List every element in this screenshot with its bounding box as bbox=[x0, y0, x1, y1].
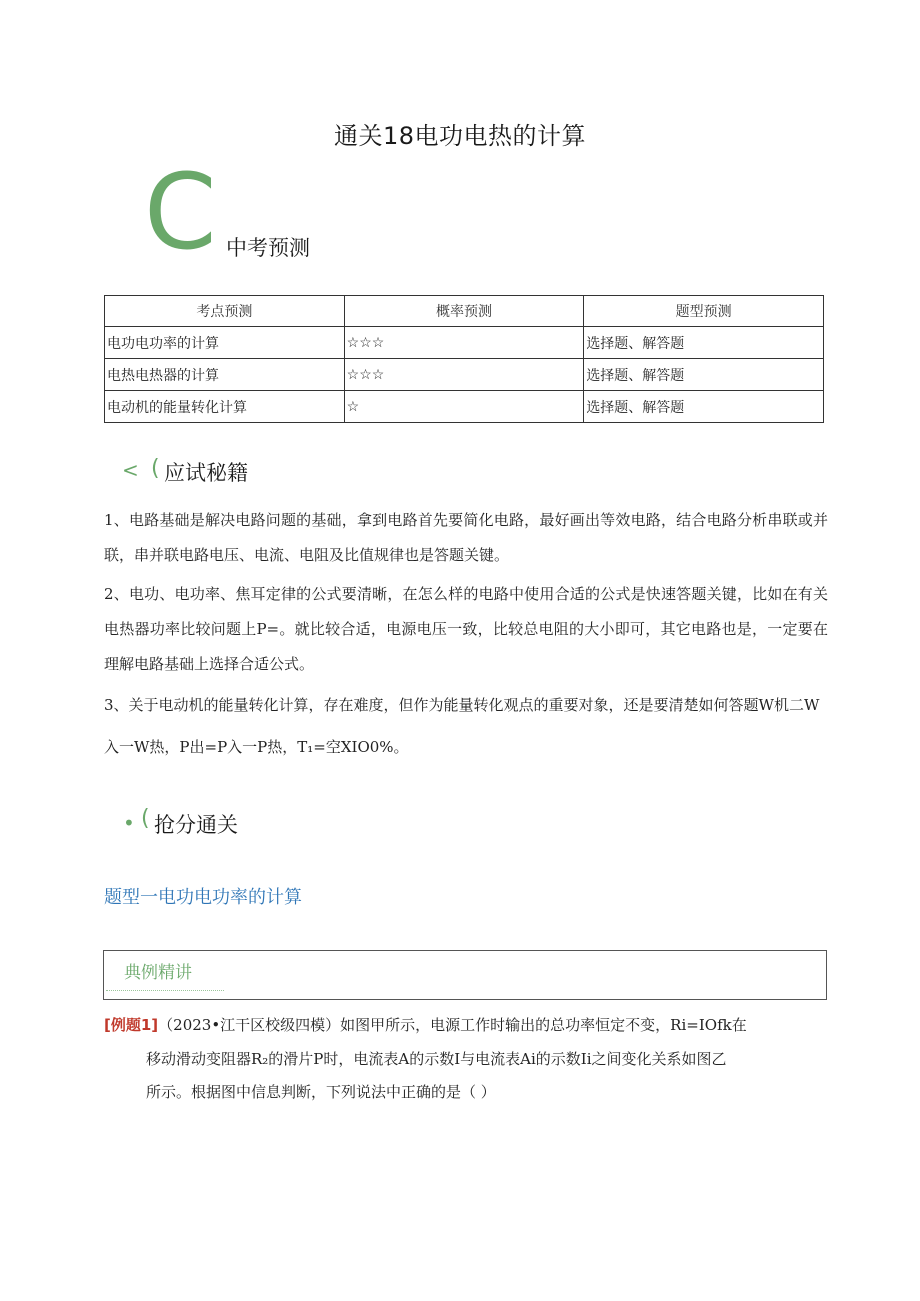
table-row bbox=[105, 391, 824, 423]
section-paren-icon: ( bbox=[151, 456, 160, 481]
tip-paragraph-3-cont: 入一W热，P出=P入一P热，T₁=空XIO0%。 bbox=[104, 738, 409, 756]
table-cell: 选择题、解答题 bbox=[584, 327, 824, 359]
example-box bbox=[103, 950, 827, 1000]
tip-paragraph-3: 3、关于电动机的能量转化计算，存在难度，但作为能量转化观点的重要对象，还是要清楚如何答题W机二W bbox=[104, 696, 820, 714]
big-letter-logo: C bbox=[144, 151, 217, 273]
section-title-practice: 抢分通关 bbox=[154, 813, 238, 837]
table-cell: 电动机的能量转化计算 bbox=[105, 391, 345, 423]
table-cell: ☆ bbox=[344, 391, 584, 423]
table-cell: 选择题、解答题 bbox=[584, 391, 824, 423]
table-cell: 选择题、解答题 bbox=[584, 359, 824, 391]
table-cell: ☆☆☆ bbox=[344, 327, 584, 359]
table-cell: 电功电功率的计算 bbox=[105, 327, 345, 359]
example-box-label: 典例精讲 bbox=[124, 963, 192, 983]
tip-paragraph-1: 1、电路基础是解决电路问题的基础，拿到电路首先要简化电路，最好画出等效电路，结合电路分析串联或并联，串并联电路电压、电流、电阻及比值规律也是答题关键。 bbox=[104, 511, 828, 564]
table-header: 概率预测 bbox=[344, 296, 584, 327]
example-line-3: 所示。根据图中信息判断，下列说法中正确的是（ ） bbox=[146, 1083, 496, 1101]
table-cell: ☆☆☆ bbox=[344, 359, 584, 391]
example-text: （2023•江干区校级四模）如图甲所示，电源工作时输出的总功率恒定不变，Ri=IOfk在 bbox=[158, 1016, 747, 1034]
question-type-heading: 题型一电功电功率的计算 bbox=[104, 887, 302, 908]
tip-paragraph-2: 2、电功、电功率、焦耳定律的公式要清晰，在怎么样的电路中使用合适的公式是快速答题关键，比如在有关电热器功率比较问题上P=。就比较合适，电源电压一致，比较总电阻的大小即可，其它电路也是，一定要在理解电路基础上选择合适公式。 bbox=[104, 585, 828, 673]
table-row bbox=[105, 359, 824, 391]
section-title-forecast: 中考预测 bbox=[226, 236, 310, 260]
page-title: 通关18电功电热的计算 bbox=[333, 122, 587, 150]
section-paren-icon: ( bbox=[141, 806, 150, 831]
example-line-1 bbox=[104, 1015, 747, 1035]
table-row bbox=[105, 327, 824, 359]
forecast-table bbox=[104, 295, 824, 423]
example-tag: [例题1] bbox=[104, 1016, 159, 1034]
section-title-tips: 应试秘籍 bbox=[164, 461, 248, 485]
decorative-divider bbox=[106, 990, 224, 991]
table-header: 考点预测 bbox=[105, 296, 345, 327]
example-line-2: 移动滑动变阻器R₂的滑片P时，电流表A的示数I与电流表Ai的示数Ii之间变化关系如图乙 bbox=[146, 1050, 727, 1068]
section-bullet-icon: • bbox=[123, 811, 135, 835]
table-cell: 电热电热器的计算 bbox=[105, 359, 345, 391]
table-header-row bbox=[105, 296, 824, 327]
section-arrow-icon: < bbox=[122, 458, 139, 482]
table-header: 题型预测 bbox=[584, 296, 824, 327]
